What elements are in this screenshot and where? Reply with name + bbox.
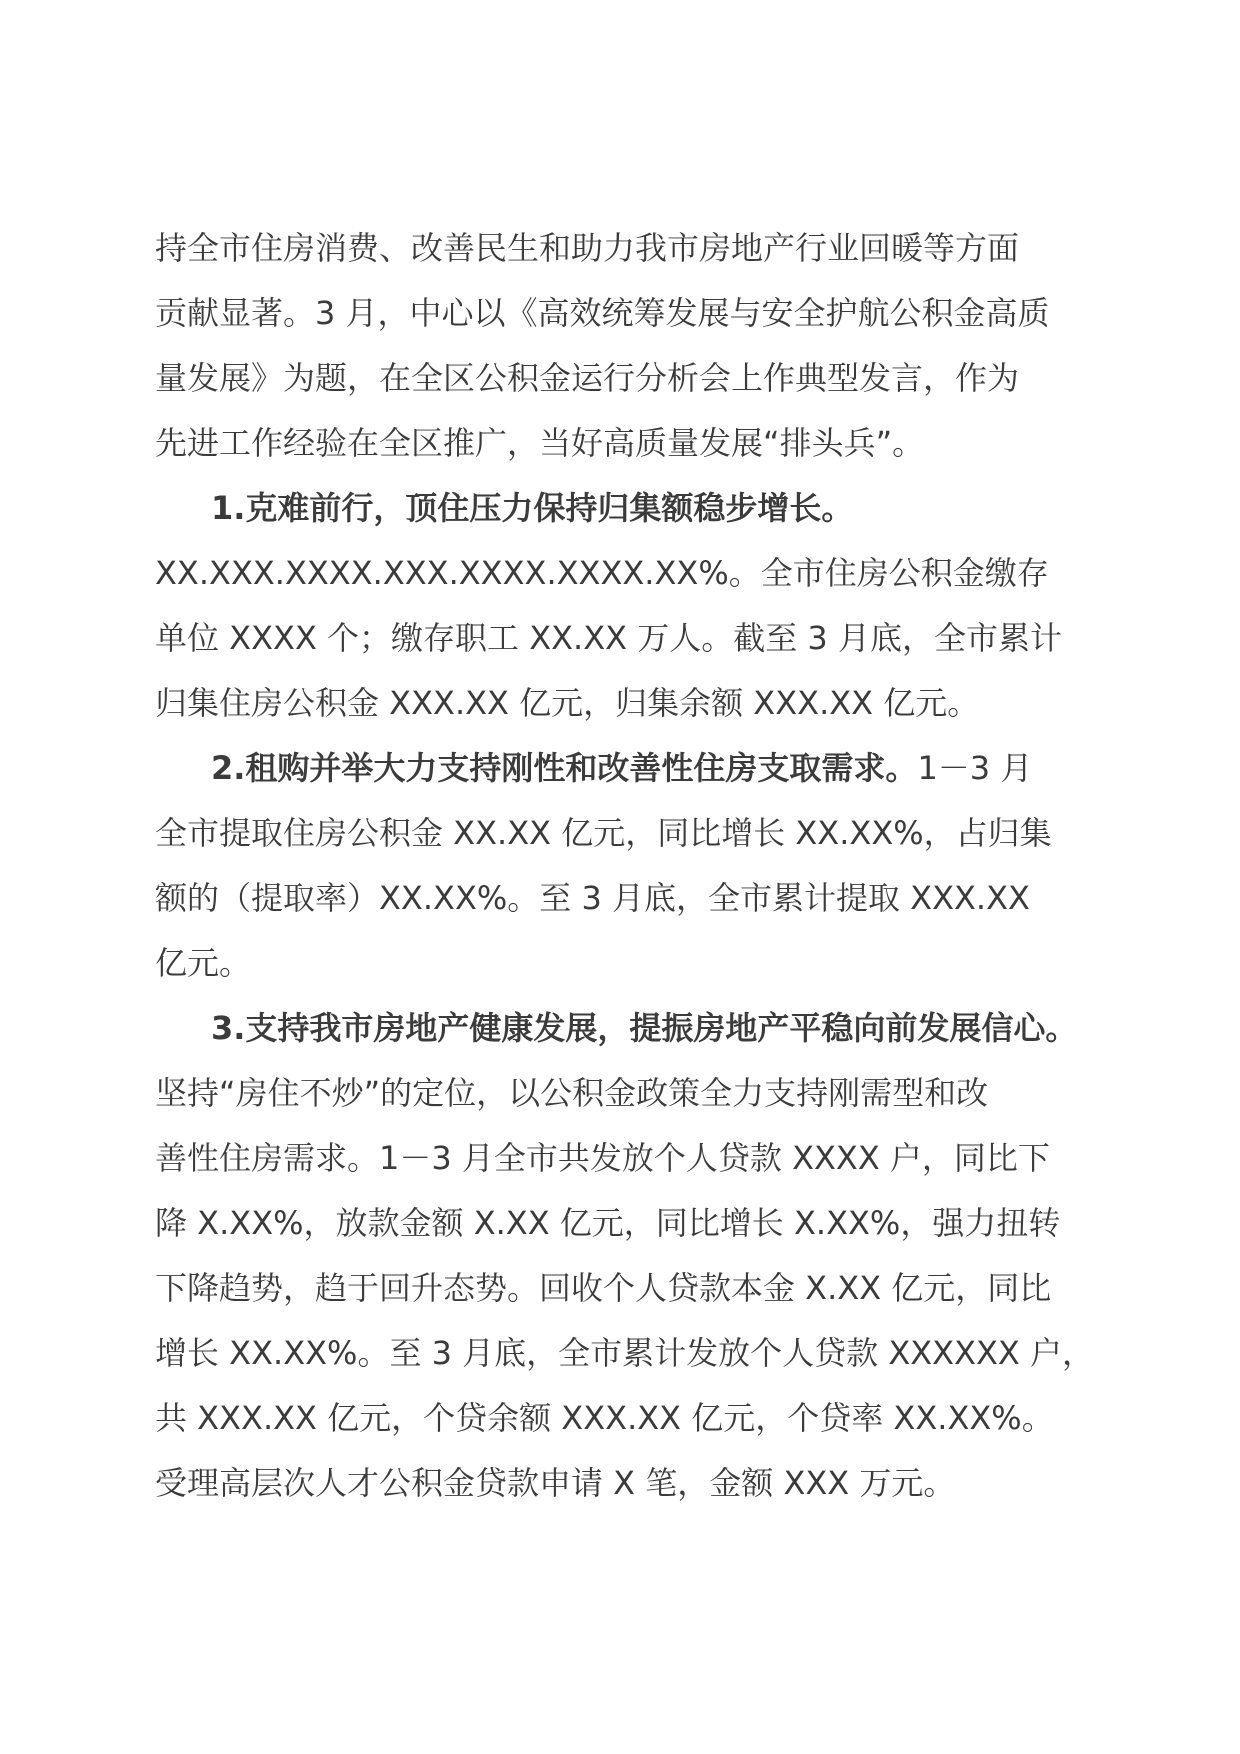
intro-line: 先进工作经验在全区推广，当好高质量发展“排头兵”。 xyxy=(155,424,925,462)
section-2-heading-line xyxy=(155,736,1115,801)
section-2-heading-tail: 1－3 月 xyxy=(917,749,1033,787)
section-3-line: 增长 XX.XX%。至 3 月底，全市累计发放个人贷款 XXXXXX 户， xyxy=(155,1334,1095,1372)
section-1-line: 单位 XXXX 个；缴存职工 XX.XX 万人。截至 3 月底，全市累计 xyxy=(155,619,1062,657)
section-3-line: 坚持“房住不炒”的定位，以公积金政策全力支持刚需型和改 xyxy=(155,1074,989,1112)
document-body xyxy=(155,216,1115,1516)
section-2-heading: 2.租购并举大力支持刚性和改善性住房支取需求。 xyxy=(211,749,918,787)
section-2-line: 额的（提取率）XX.XX%。至 3 月底，全市累计提取 XXX.XX xyxy=(155,879,1030,917)
intro-line: 贡献显著。3 月，中心以《高效统筹发展与安全护航公积金高质 xyxy=(155,294,1050,332)
section-3-heading: 3.支持我市房地产健康发展，提振房地产平稳向前发展信心。 xyxy=(211,1009,1078,1047)
section-3-line: 善性住房需求。1－3 月全市共发放个人贷款 XXXX 户，同比下 xyxy=(155,1139,1050,1177)
section-3-line: 受理高层次人才公积金贷款申请 X 笔，金额 XXX 万元。 xyxy=(155,1464,956,1502)
section-1-line: 归集住房公积金 XXX.XX 亿元，归集余额 XXX.XX 亿元。 xyxy=(155,684,980,722)
section-2-line: 亿元。 xyxy=(155,944,252,982)
section-2-line: 全市提取住房公积金 XX.XX 亿元，同比增长 XX.XX%，占归集 xyxy=(155,814,1052,852)
section-3-line: 共 XXX.XX 亿元，个贷余额 XXX.XX 亿元，个贷率 XX.XX%。 xyxy=(155,1399,1054,1437)
intro-line: 持全市住房消费、改善民生和助力我市房地产行业回暖等方面 xyxy=(155,229,1020,267)
intro-line: 量发展》为题，在全区公积金运行分析会上作典型发言，作为 xyxy=(155,359,1020,397)
section-1-heading: 1.克难前行，顶住压力保持归集额稳步增长。 xyxy=(211,489,854,527)
section-3-line: 下降趋势，趋于回升态势。回收个人贷款本金 X.XX 亿元，同比 xyxy=(155,1269,1052,1307)
section-1-line: XX.XXX.XXXX.XXX.XXXX.XXXX.XX%。全市住房公积金缴存 xyxy=(155,554,1049,592)
section-3-line: 降 X.XX%，放款金额 X.XX 亿元，同比增长 X.XX%，强力扭转 xyxy=(155,1204,1061,1242)
